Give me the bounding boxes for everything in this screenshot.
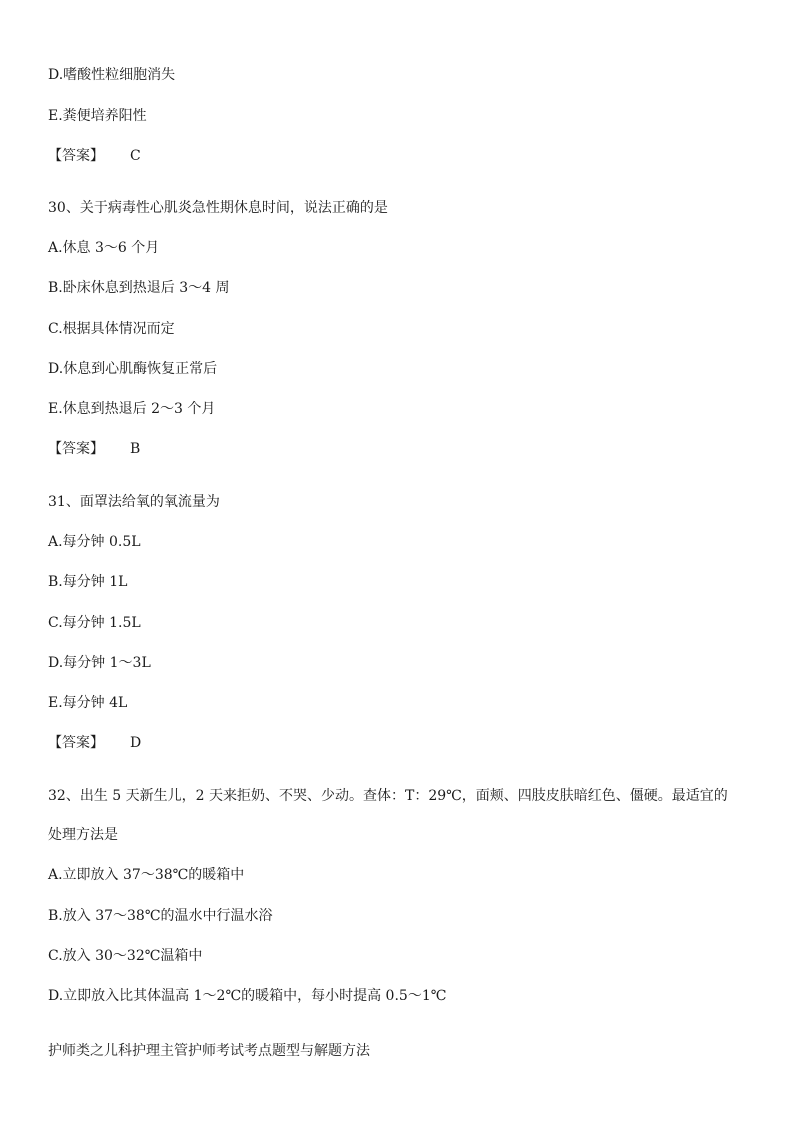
q32-stem-line2: 处理方法是	[48, 827, 118, 843]
answer-label: 【答案】	[48, 441, 104, 457]
prev-option-e: E.粪便培养阳性	[48, 108, 147, 124]
answer-value: B	[130, 441, 141, 457]
q30-option-c: C.根据具体情况而定	[48, 321, 175, 337]
q31-option-e: E.每分钟 4L	[48, 695, 128, 711]
prev-answer	[48, 147, 141, 165]
q32-option-a: A.立即放入 37～38℃的暖箱中	[48, 867, 245, 883]
q31-answer	[48, 734, 141, 752]
q31-option-b: B.每分钟 1L	[48, 574, 128, 590]
q32-option-c: C.放入 30～32℃温箱中	[48, 948, 203, 964]
answer-label: 【答案】	[48, 148, 104, 164]
q30-option-b: B.卧床休息到热退后 3～4 周	[48, 280, 230, 296]
q30-option-d: D.休息到心肌酶恢复正常后	[48, 361, 218, 377]
q31-option-a: A.每分钟 0.5L	[48, 534, 141, 550]
q32-option-b: B.放入 37～38℃的温水中行温水浴	[48, 908, 273, 924]
q30-answer	[48, 440, 140, 458]
document-footer: 护师类之儿科护理主管护师考试考点题型与解题方法	[48, 1043, 370, 1059]
q32-option-d: D.立即放入比其体温高 1～2℃的暖箱中，每小时提高 0.5～1℃	[48, 988, 447, 1004]
q30-option-e: E.休息到热退后 2～3 个月	[48, 401, 216, 417]
answer-value: C	[130, 148, 141, 164]
prev-option-d: D.嗜酸性粒细胞消失	[48, 67, 176, 83]
q31-option-d: D.每分钟 1～3L	[48, 655, 151, 671]
q32-stem-line1: 32、出生 5 天新生儿，2 天来拒奶、不哭、少动。查体：T：29℃，面颊、四肢皮肤暗红色、僵硬。最适宜的	[48, 788, 728, 804]
q30-stem: 30、关于病毒性心肌炎急性期休息时间，说法正确的是	[48, 200, 388, 216]
answer-label: 【答案】	[48, 735, 104, 751]
q30-option-a: A.休息 3～6 个月	[48, 240, 160, 256]
q31-option-c: C.每分钟 1.5L	[48, 615, 141, 631]
q31-stem: 31、面罩法给氧的氧流量为	[48, 494, 220, 510]
answer-value: D	[130, 735, 142, 751]
